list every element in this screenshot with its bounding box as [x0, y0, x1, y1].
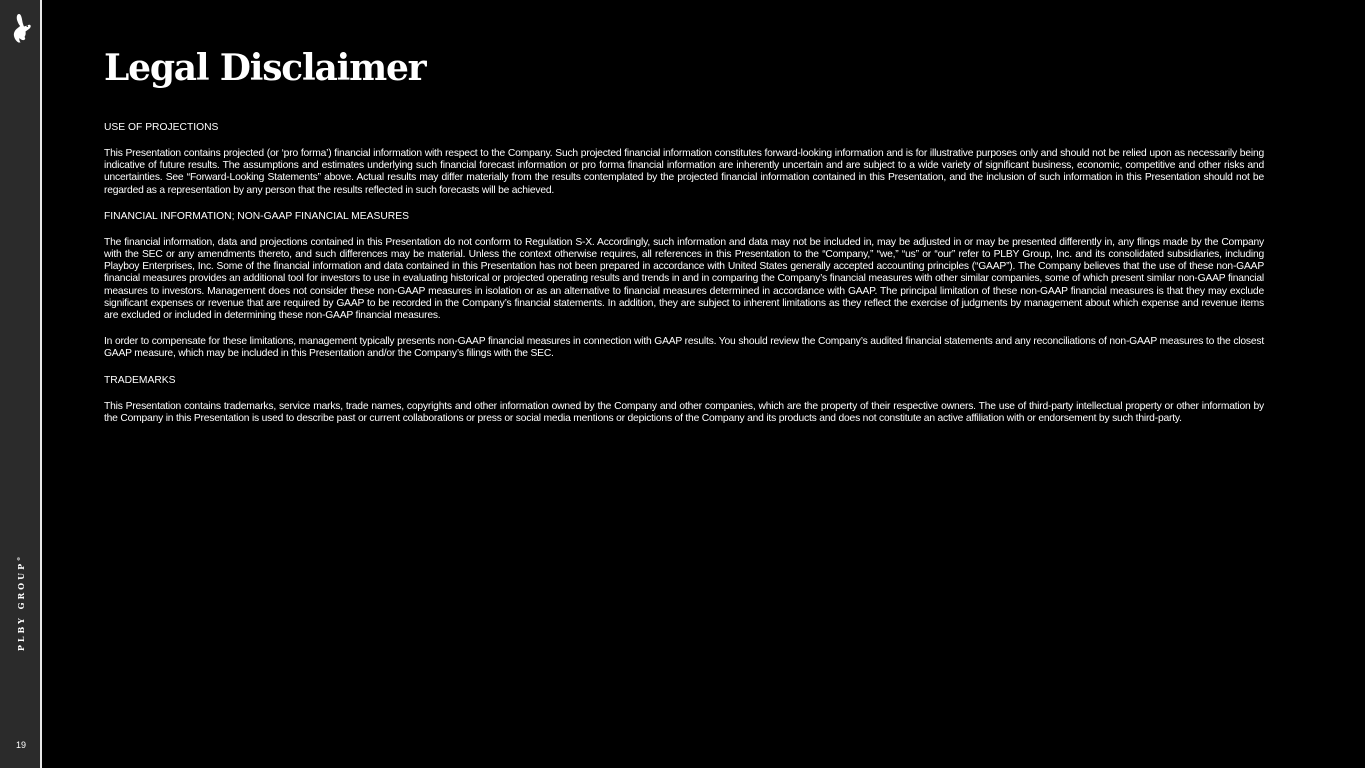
- page-title: Legal Disclaimer: [104, 47, 426, 89]
- section-trademarks: [104, 375, 1264, 425]
- paragraph: This Presentation contains projected (or ‘pro forma’) financial information with respect to the Company. Such projected financial information constitutes forward-looking information and is for illustrative purposes only and should not be relied upon as necessarily being indicative of future results. The assumptions and estimates underlying such financial forecast information or pro forma financial information are inherently uncertain and are subject to a wide variety of significant business, economic, competitive and other risks and uncertainties. See “Forward-Looking Statements” above. Actual results may differ materially from the results contemplated by the projected financial information contained in this Presentation, and the inclusion of such information in this Presentation should not be regarded as a representation by any person that the results reflected in such forecasts will be achieved.: [104, 148, 1264, 196]
- section-heading: USE OF PROJECTIONS: [104, 122, 219, 133]
- paragraph: The financial information, data and projections contained in this Presentation do not conform to Regulation S-X. Accordingly, such information and data may not be included in, may be adjusted in or may be presented differently in, any flings made by the Company with the SEC or any amendments thereto, and such differences may be material. Unless the context otherwise requires, all references in this Presentation to the “Company,” “we,” “us” or “our” refer to PLBY Group, Inc. and its consolidated subsidiaries, including Playboy Enterprises, Inc. Some of the financial information and data contained in this Presentation has not been prepared in accordance with United States generally accepted accounting principles (“GAAP”). The Company believes that the use of these non-GAAP financial measures provides an additional tool for investors to use in evaluating historical or projected operating results and trends in and in comparing the Company’s financial measures with other similar companies, some of which present similar non-GAAP financial measures to investors. Management does not consider these non-GAAP measures in isolation or as an alternative to financial measures determined in accordance with GAAP. The principal limitation of these non-GAAP financial measures is that they may exclude significant expenses or revenue that are required by GAAP to be recorded in the Company’s financial statements. In addition, they are subject to inherent limitations as they reflect the exercise of judgments by management about which expense and revenue items are excluded or included in determining these non-GAAP financial measures.: [104, 236, 1264, 322]
- section-heading: FINANCIAL INFORMATION; NON-GAAP FINANCIAL MEASURES: [104, 210, 409, 222]
- bunny-icon: [10, 13, 32, 43]
- page-number: 19: [15, 740, 26, 750]
- sidebar: [0, 0, 40, 768]
- paragraph: This Presentation contains trademarks, service marks, trade names, copyrights and other information owned by the Company and other companies, which are the property of their respective owners. The use of third-party intellectual property or other information by the Company in this Presentation is used to describe past or current collaborations or press or social media mentions or depictions of the Company and its products and does not constitute an active affiliation with or endorsement by such third-party.: [104, 400, 1264, 424]
- section-use-of-projections: [104, 122, 1264, 197]
- section-financial-information: [104, 211, 1264, 361]
- paragraph: In order to compensate for these limitations, management typically presents non-GAAP financial measures in connection with GAAP results. You should review the Company’s audited financial statements and any reconciliations of non-GAAP measures to the closest GAAP measure, which may be included in this Presentation and/or the Company’s filings with the SEC.: [104, 336, 1264, 360]
- disclaimer-content: [104, 44, 1264, 439]
- section-heading: TRADEMARKS: [104, 374, 176, 386]
- sidebar-divider: [40, 0, 42, 768]
- brand-wordmark: PLBY GROUP®: [16, 556, 26, 652]
